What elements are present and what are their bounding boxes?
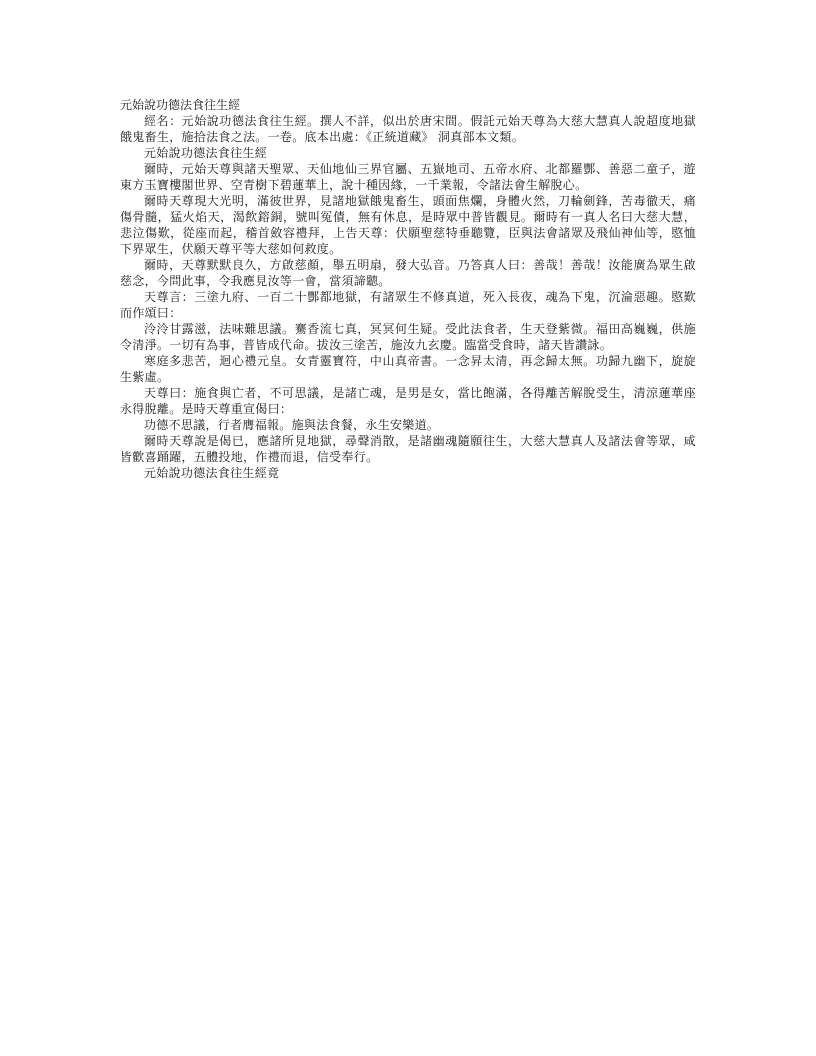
paragraph-tianzun-answer: 爾時，天尊默默良久，方啟慈顏，舉五明扇，發大弘音。乃答真人曰：善哉！善哉！汝能廣為眾生啟慈念，今問此事，令我應見汝等一會，當須諦聽。 [120,258,696,288]
paragraph-gatha: 功德不思議，行者膺福報。施與法食餐，永生安樂道。 [144,418,440,432]
paragraph-scripture-description: 經名：元始說功德法食往生經。撰人不詳，似出於唐宋間。假託元始天尊為大慈大慧真人說超度地獄餓鬼畜生，施拾法食之法。一卷。底本出處：《正統道藏》 洞真部本文類。 [120,114,696,144]
document-title: 元始說功德法食往生經 [120,98,241,112]
paragraph-assembly: 爾時，元始天尊與諸天聖眾、天仙地仙三界官屬、五嶽地司、五帝水府、北都羅酆、善惡二童子，遊東方玉寶樓閣世界、空青樹下碧蓮華上，說十種因緣，一千業報，令諸法會生解脫心。 [120,162,696,192]
paragraph-hymn-one: 泠泠甘露滋，法味難思議。騫香流七真，冥冥何生疑。受此法食者，生天登紫微。福田高巍巍，供施令清淨。一切有為事，普皆成代命。拔汝三塗苦，施汝九玄慶。臨當受食時，諸天皆讚詠。 [120,322,696,352]
paragraph-three-paths: 天尊言：三塗九府、一百二十酆都地獄，有諸眾生不修真道，死入長夜，魂為下鬼，沉淪惡趣。愍歎而作頌曰： [120,290,696,320]
paragraph-conclusion: 爾時天尊說是偈已，應諸所見地獄，尋聲消散，是諸幽魂隨願往生，大慈大慧真人及諸法會等眾，咸皆歡喜踊躍，五體投地，作禮而退，信受奉行。 [120,434,696,464]
paragraph-great-light: 爾時天尊現大光明，滿彼世界，見諸地獄餓鬼畜生，頭面焦爛，身體火然，刀輪劍鋒，苦毒徹天，痛傷骨髓，猛火焰天，渴飲鎔銅，號叫冤債，無有休息，是時眾中普皆觀見。爾時有一真人名曰大慈大慧，悲泣傷歎，從座而起，稽首斂容禮拜，上告天尊：伏願聖慈特垂聽覽，臣與法會諸眾及飛仙神仙等，愍恤下界眾生，伏願天尊平等大慈如何救度。 [120,194,696,256]
document-page [120,97,696,481]
paragraph-hymn-two: 寒庭多悲苦，迴心禮元皇。女青靈寶符，中山真帝書。一念昇太清，再念歸太無。功歸九幽下，旋旋生紫虛。 [120,354,696,384]
paragraph-end-marker: 元始說功德法食往生經竟 [144,466,280,480]
paragraph-food-offering: 天尊曰：施食與亡者，不可思議，是諸亡魂，是男是女，當比飽滿，各得離苦解脫受生，清涼蓮華座永得脫離。是時天尊重宣偈曰： [120,386,696,416]
paragraph-scripture-heading: 元始說功德法食往生經 [144,146,268,160]
